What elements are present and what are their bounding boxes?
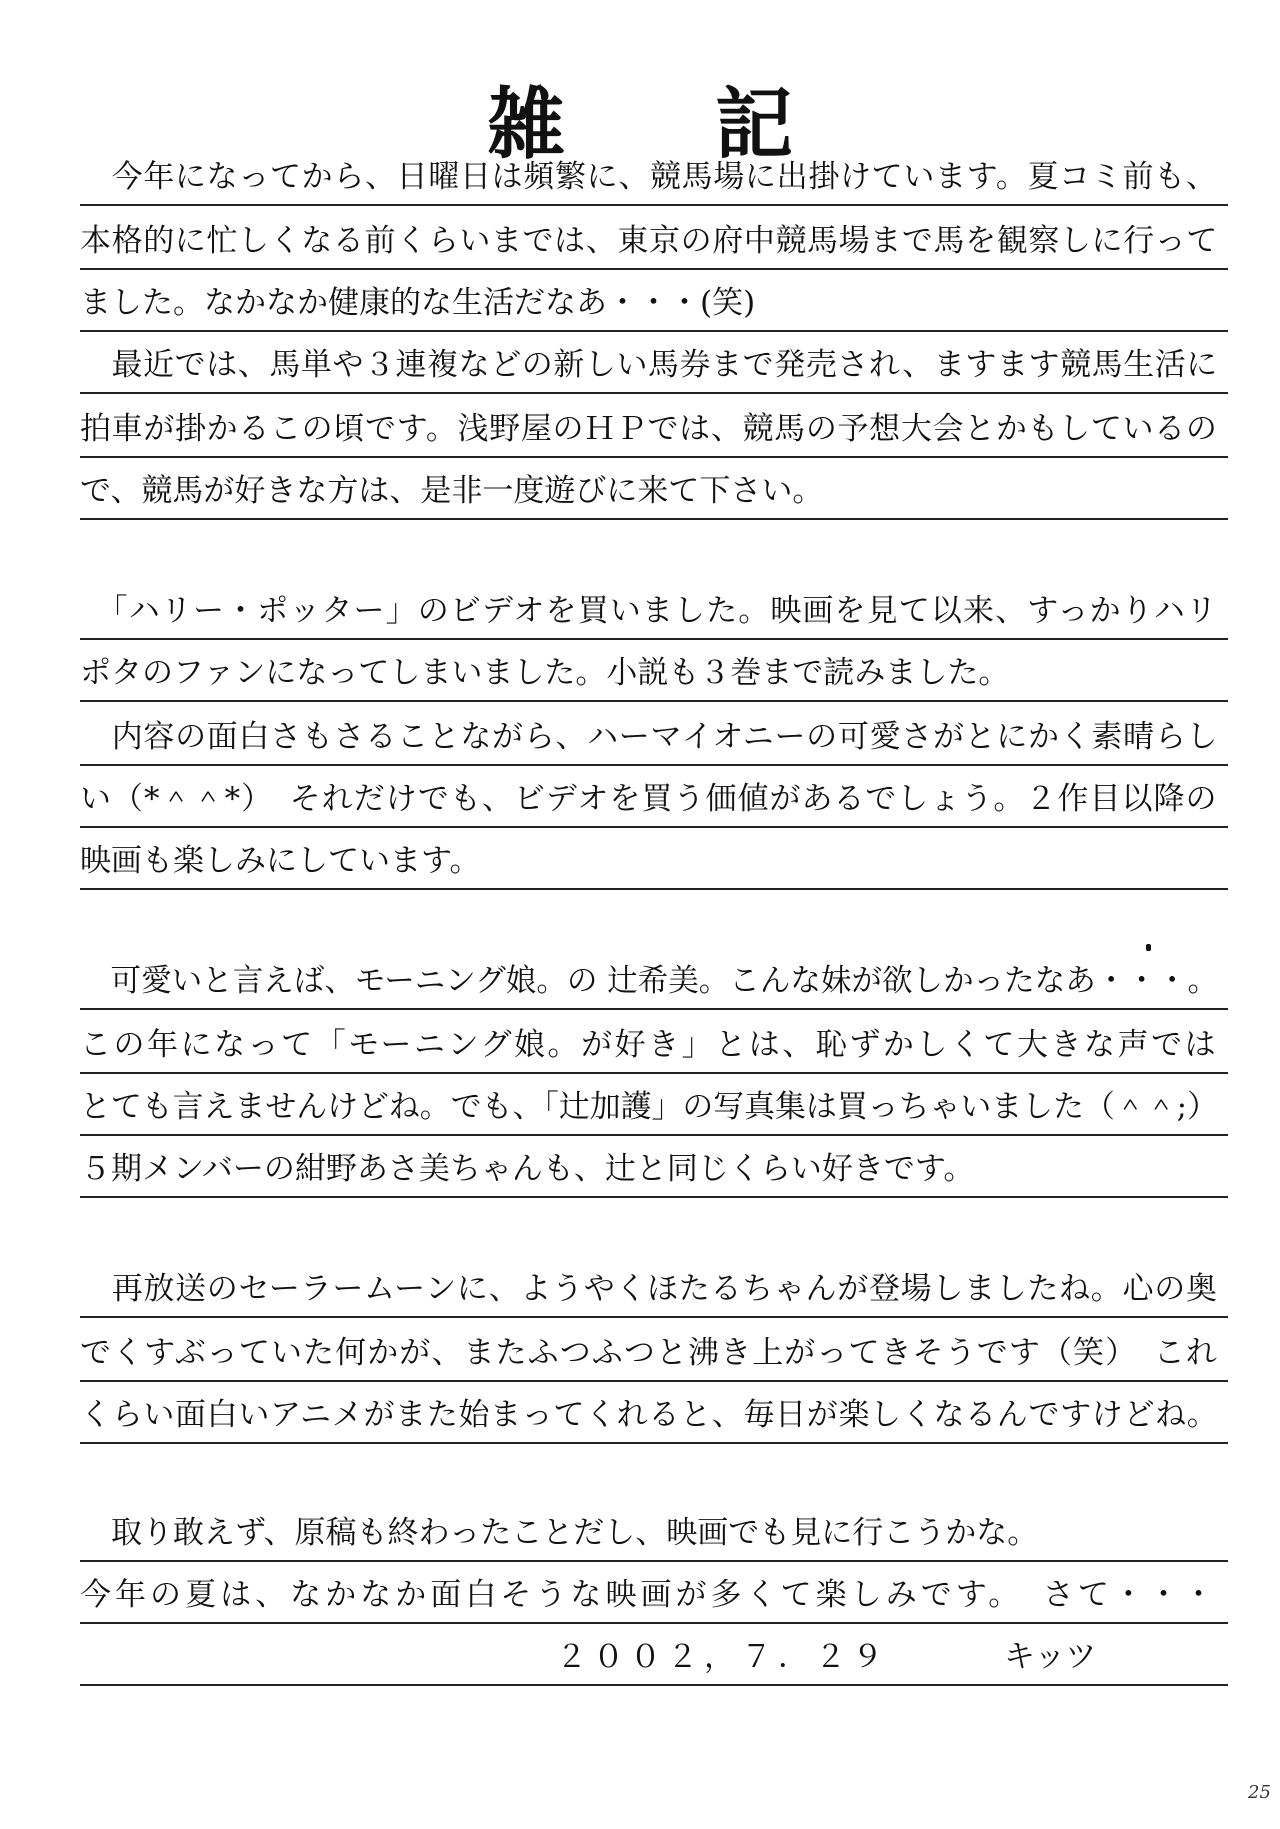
text-line: でくすぶっていた何かが、またふつふつと沸き上がってきそうです（笑） これ [80, 1334, 1228, 1382]
text-line: い（*＾＾*） それだけでも、ビデオを買う価値があるでしょう。２作目以降の [80, 780, 1228, 828]
text-line: 取り敢えず、原稿も終わったことだし、映画でも見に行こうかな。 [80, 1514, 1228, 1562]
text-line: 内容の面白さもさることながら、ハーマイオニーの可愛さがとにかく素晴らし [80, 718, 1228, 766]
text-line: とても言えませんけどね。でも、「辻加護」の写真集は買っちゃいました（＾＾;） [80, 1088, 1228, 1136]
text-line: ポタのファンになってしまいました。小説も３巻まで読みました。 [80, 654, 1228, 702]
text-line: 可愛いと言えば、モーニング娘。の 辻希美。こんな妹が欲しかったなあ・・・。 [80, 962, 1228, 1010]
text-line: で、競馬が好きな方は、是非一度遊びに来て下さい。 [80, 472, 1228, 520]
page-title: 雑 記 [486, 79, 794, 170]
signature-author: キッツ [1004, 1639, 1097, 1675]
text-line: 今年になってから、日曜日は頻繁に、競馬場に出掛けています。夏コミ前も、 [80, 158, 1228, 206]
text-line: くらい面白いアニメがまた始まってくれると、毎日が楽しくなるんですけどね。 [80, 1396, 1228, 1444]
text-line: ました。なかなか健康的な生活だなあ・・・(笑) [80, 284, 1228, 332]
text-line: 最近では、馬単や３連複などの新しい馬券まで発売され、ますます競馬生活に [80, 346, 1228, 394]
text-line: 本格的に忙しくなる前くらいまでは、東京の府中競馬場まで馬を観察しに行って [80, 222, 1228, 270]
ink-dot [1146, 944, 1151, 951]
signature-date: ２００２，７．２９ [556, 1639, 889, 1675]
text-line: 今年の夏は、なかなか面白そうな映画が多くて楽しみです。 さて・・・ [80, 1576, 1228, 1624]
signature-line [80, 1638, 1228, 1686]
text-line: 再放送のセーラームーンに、ようやくほたるちゃんが登場しましたね。心の奥 [80, 1270, 1228, 1318]
text-line: 拍車が掛かるこの頃です。浅野屋のＨＰでは、競馬の予想大会とかもしているの [80, 410, 1228, 458]
text-line: 映画も楽しみにしています。 [80, 842, 1228, 890]
text-line: ５期メンバーの紺野あさ美ちゃんも、辻と同じくらい好きです。 [80, 1150, 1228, 1198]
text-line: この年になって「モーニング娘。が好き」とは、恥ずかしくて大きな声では [80, 1026, 1228, 1074]
text-line: 「ハリー・ポッター」のビデオを買いました。映画を見て以来、すっかりハリ [80, 592, 1228, 640]
page-number: 25 [1248, 1782, 1271, 1803]
